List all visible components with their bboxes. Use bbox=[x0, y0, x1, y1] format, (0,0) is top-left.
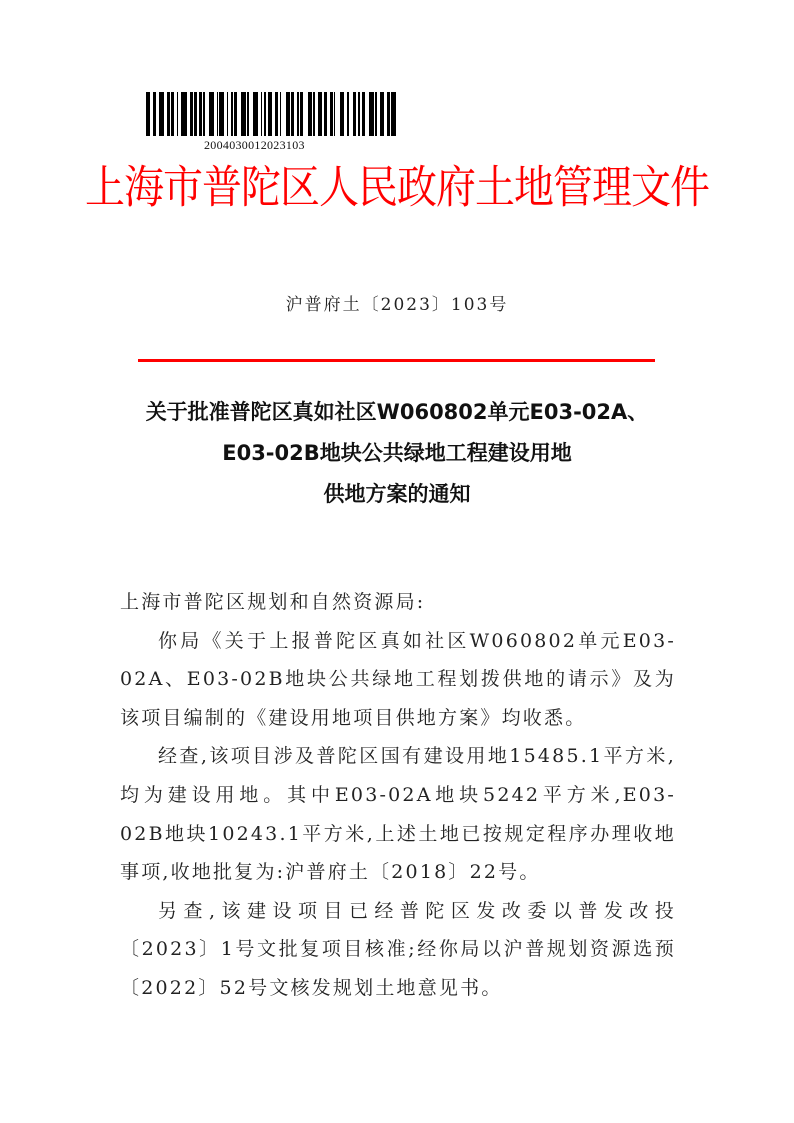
barcode-number: 2004030012023103 bbox=[204, 138, 305, 152]
notice-title-line: 供地方案的通知 bbox=[323, 482, 471, 506]
notice-body bbox=[120, 583, 676, 1008]
notice-title-line: E03-02B地块公共绿地工程建设用地 bbox=[222, 441, 572, 465]
barcode bbox=[146, 92, 398, 153]
red-divider bbox=[138, 359, 655, 362]
barcode-bars bbox=[146, 92, 398, 136]
body-paragraph: 你局《关于上报普陀区真如社区W060802单元E03-02A、E03-02B地块公共绿地工程划拨供地的请示》及为该项目编制的《建设用地项目供地方案》均收悉。 bbox=[120, 629, 676, 729]
agency-title: 上海市普陀区人民政府土地管理文件 bbox=[85, 162, 709, 213]
addressee: 上海市普陀区规划和自然资源局: bbox=[120, 591, 426, 613]
notice-title-line: 关于批准普陀区真如社区W060802单元E03-02A、 bbox=[145, 400, 649, 424]
document-number: 沪普府土〔2023〕103号 bbox=[285, 295, 509, 315]
body-paragraph: 经查,该项目涉及普陀区国有建设用地15485.1平方米,均为建设用地。其中E03-02A地块5242平方米,E03-02B地块10243.1平方米,上述土地已按规定程序办理收地事项,收地批复为:沪普府土〔2018〕22号。 bbox=[120, 745, 676, 884]
notice-title bbox=[100, 392, 694, 515]
body-paragraph: 另查,该建设项目已经普陀区发改委以普发改投〔2023〕1号文批复项目核准;经你局以沪普规划资源选预〔2022〕52号文核发规划土地意见书。 bbox=[120, 899, 676, 999]
